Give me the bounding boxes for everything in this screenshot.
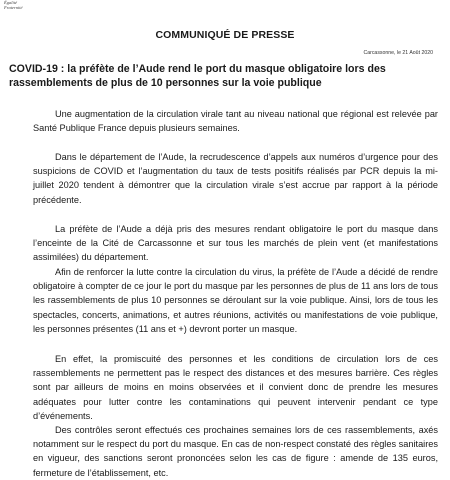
paragraph: [33, 423, 438, 480]
document-title: COVID-19 : la préfète de l’Aude rend le port du masque obligatoire lors des rassemblements de plus de 10 personnes sur la voie publique: [9, 63, 386, 89]
paragraph: [33, 222, 438, 265]
paragraph: [33, 352, 438, 423]
press-release-heading: COMMUNIQUÉ DE PRESSE: [155, 29, 295, 41]
republic-motto: [4, 0, 23, 10]
paragraph: [33, 107, 438, 135]
paragraph-text: Dans le département de l’Aude, la recrudescence d’appels aux numéros d’urgence pour des suspicions de COVID et l’augmentation du taux de tests positifs réalisés par PCR depuis la mi-juillet 2020 tendent à démontrer que la circulation virale s’est accrue par rapport à la période précédente.: [33, 152, 438, 205]
paragraph-text: Afin de renforcer la lutte contre la circulation du virus, la préfète de l’Aude a décidé de rendre obligatoire à compter de ce jour le port du masque par les personnes de plus de 11 ans lors de tous les rassemblements de plus 10 personnes se déroulant sur la voie publique. Ainsi, lors de tous les spectacles, concerts, animations, et autres réunions, activités ou manifestations de voie publique, les personnes présentes (11 ans et +) devront porter un masque.: [33, 267, 438, 334]
paragraph-text: La préfète de l’Aude a déjà pris des mesures rendant obligatoire le port du masque dans l’enceinte de la Cité de Carcassonne et sur tous les marchés de plein vent (et manifestations assimilées) du département.: [33, 224, 438, 263]
paragraph: [33, 265, 438, 336]
paragraph-text: En effet, la promiscuité des personnes et les conditions de circulation lors de ces rassemblements ne permettent pas le respect des distances et des mesures barrière. Ces règles sont par ailleurs de moins en moins observées et il convient donc de prendre les mesures adéquates pour lutter contre les contaminations qui peuvent intervenir pendant ce type d’événements.: [33, 354, 438, 421]
motto-line: Égalité: [4, 0, 17, 5]
motto-line: Fraternité: [4, 5, 23, 10]
dateline: Carcassonne, le 21 Août 2020: [363, 50, 433, 56]
paragraph: [33, 150, 438, 207]
paragraph-text: Des contrôles seront effectués ces prochaines semaines lors de ces rassemblements, axés notamment sur le respect du port du masque. En cas de non-respect constaté des règles sanitaires en vigueur, des sanctions seront prononcées selon les cas de figure : amende de 135 euros, fermeture de l’établissement, etc.: [33, 425, 438, 478]
paragraph-text: Une augmentation de la circulation virale tant au niveau national que régional est relevée par Santé Publique France depuis plusieurs semaines.: [33, 109, 438, 134]
